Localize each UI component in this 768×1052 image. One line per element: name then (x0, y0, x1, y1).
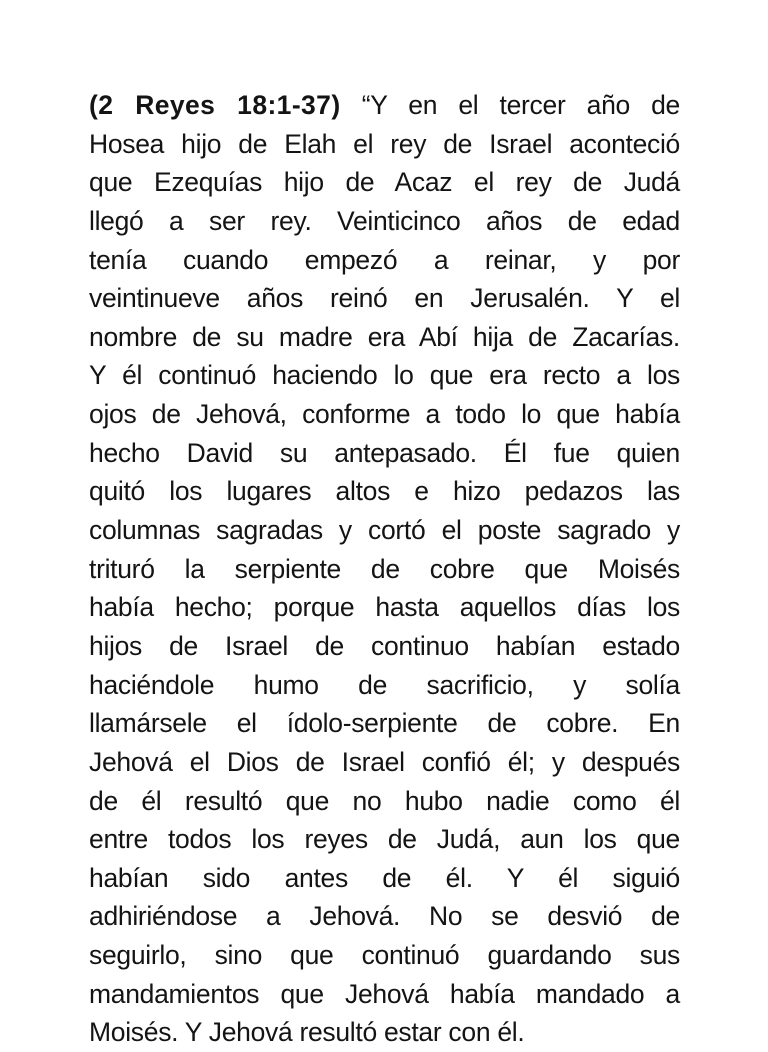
text-line: quitó los lugares altos e hizo pedazos las (89, 476, 680, 507)
text-line: haciéndole humo de sacrificio, y solía (89, 669, 680, 700)
text-line: ojos de Jehová, conforme a todo lo que había (89, 399, 680, 430)
text-line: llamársele el ídolo-serpiente de cobre. En (89, 708, 680, 739)
text-line: nombre de su madre era Abí hija de Zacarías. (89, 321, 680, 352)
text-line: había hecho; porque hasta aquellos días los (89, 592, 680, 623)
text-line: tenía cuando empezó a reinar, y por (89, 244, 680, 275)
text-line: Hosea hijo de Elah el rey de Israel aconteció (89, 128, 680, 159)
text-line: hecho David su antepasado. Él fue quien (89, 437, 680, 468)
text-line: mandamientos que Jehová había mandado a (89, 978, 680, 1009)
text-line (89, 86, 680, 125)
text-line: Jehová el Dios de Israel confió él; y después (89, 746, 680, 777)
text-line: trituró la serpiente de cobre que Moisés (89, 553, 680, 584)
text-line: llegó a ser rey. Veinticinco años de edad (89, 205, 680, 236)
text-line: Moisés. Y Jehová resultó estar con él. (89, 1017, 525, 1048)
text-line-content: “Y en el tercer año de (361, 90, 680, 120)
text-line: de él resultó que no hubo nadie como él (89, 785, 680, 816)
scripture-paragraph (89, 86, 680, 1052)
text-line: entre todos los reyes de Judá, aun los que (89, 824, 680, 855)
text-line: hijos de Israel de continuo habían estado (89, 630, 680, 661)
text-line: adhiriéndose a Jehová. No se desvió de (89, 901, 680, 932)
text-line: que Ezequías hijo de Acaz el rey de Judá (89, 167, 680, 198)
text-line: columnas sagradas y cortó el poste sagrado y (89, 515, 680, 546)
scripture-reference: (2 Reyes 18:1-37) (89, 90, 341, 120)
text-line: Y él continuó haciendo lo que era recto a los (89, 360, 680, 391)
text-line: seguirlo, sino que continuó guardando sus (89, 940, 680, 971)
text-line: veintinueve años reinó en Jerusalén. Y el (89, 283, 680, 314)
text-line: habían sido antes de él. Y él siguió (89, 862, 680, 893)
